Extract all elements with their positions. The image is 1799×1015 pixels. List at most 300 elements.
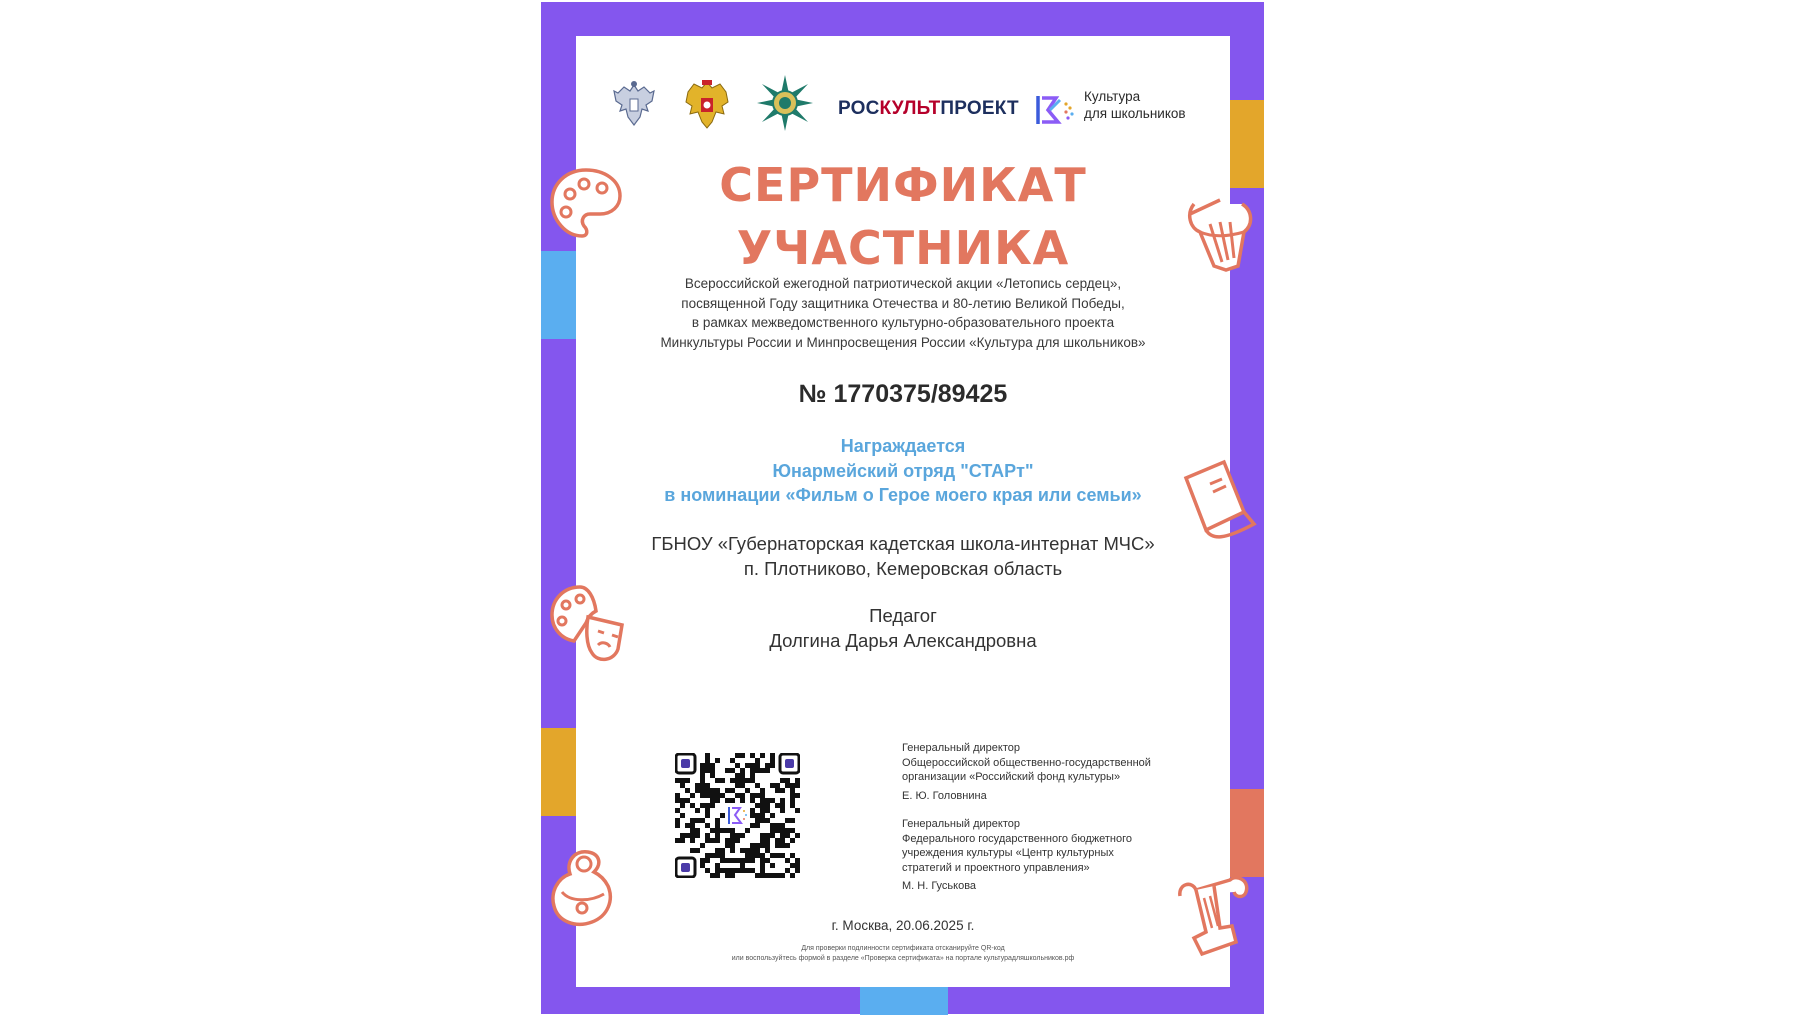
qr-module: [675, 823, 680, 828]
signatory-position: организации «Российский фонд культуры»: [902, 771, 1121, 783]
teacher-name: Долгина Дарья Александровна: [769, 630, 1037, 651]
qr-module: [705, 858, 710, 863]
certificate-paper: [576, 36, 1230, 987]
qr-module: [730, 798, 735, 803]
qr-module: [735, 793, 740, 798]
qr-module: [750, 858, 755, 863]
qr-module: [785, 828, 790, 833]
qr-module: [750, 848, 755, 853]
qr-module: [780, 873, 785, 878]
title-line1: СЕРТИФИКАТ: [719, 158, 1087, 212]
qr-module: [700, 863, 705, 868]
roskultproekt-part1: РОС: [838, 98, 880, 119]
qr-module: [705, 768, 710, 773]
verification-line: или воспользуйтесь формой в разделе «Проверка сертификата» на портале культурадляшкольников.рф: [731, 955, 1075, 962]
qr-module: [790, 783, 795, 788]
qr-module: [715, 833, 720, 838]
qr-module: [740, 773, 745, 778]
qr-module: [750, 843, 755, 848]
frame-accent-yellow-right: [1230, 100, 1264, 188]
qr-module: [740, 798, 745, 803]
qr-module: [760, 768, 765, 773]
qr-module: [700, 793, 705, 798]
qr-module: [765, 803, 770, 808]
qr-module: [760, 818, 765, 823]
qr-module: [690, 818, 695, 823]
qr-module: [715, 873, 720, 878]
qr-module: [740, 783, 745, 788]
qr-module: [750, 773, 755, 778]
qr-module: [680, 833, 685, 838]
frame-accent-blue-left: [541, 251, 576, 339]
ministry-eagle-emblem-icon: [610, 79, 658, 129]
qr-module: [700, 818, 705, 823]
qr-module: [760, 793, 765, 798]
qr-module: [770, 753, 775, 758]
qr-module: [705, 868, 710, 873]
qr-module: [710, 838, 715, 843]
certificate-title: [576, 154, 1230, 280]
qr-module: [705, 763, 710, 768]
qr-module: [770, 763, 775, 768]
qr-module: [680, 813, 685, 818]
signatory-position: Генеральный директор: [902, 818, 1020, 830]
qr-module: [720, 853, 725, 858]
qr-module: [710, 773, 715, 778]
qr-module: [710, 803, 715, 808]
qr-module: [795, 858, 800, 863]
verification-qr-code[interactable]: [675, 753, 800, 878]
qr-module: [725, 858, 730, 863]
qr-module: [745, 778, 750, 783]
qr-module: [690, 828, 695, 833]
qr-module: [770, 798, 775, 803]
qr-module: [730, 833, 735, 838]
kds-logo-icon: [1034, 92, 1078, 128]
qr-module: [675, 798, 680, 803]
qr-module: [695, 788, 700, 793]
state-emblem-icon: [682, 78, 732, 130]
qr-module: [680, 803, 685, 808]
signatory-position: стратегий и проектного управления»: [902, 861, 1090, 874]
qr-module: [790, 863, 795, 868]
qr-module: [710, 788, 715, 793]
intro-line: Минкультуры России и Минпросвещения России «Культура для школьников»: [660, 334, 1146, 350]
qr-module: [780, 803, 785, 808]
qr-module: [685, 788, 690, 793]
qr-module: [730, 843, 735, 848]
qr-module: [745, 848, 750, 853]
qr-module: [735, 838, 740, 843]
qr-module: [740, 858, 745, 863]
qr-module: [750, 778, 755, 783]
qr-module: [715, 758, 720, 763]
qr-module: [760, 868, 765, 873]
qr-module: [770, 823, 775, 828]
qr-module: [700, 803, 705, 808]
qr-module: [740, 753, 745, 758]
qr-module: [675, 808, 680, 813]
column-icon: [1174, 876, 1258, 960]
qr-module: [785, 818, 790, 823]
qr-module: [770, 863, 775, 868]
qr-module: [680, 838, 685, 843]
qr-module: [680, 798, 685, 803]
signatory-position: Федерального государственного бюджетного: [902, 832, 1133, 845]
qr-module: [755, 813, 760, 818]
qr-module: [795, 793, 800, 798]
qr-module: [725, 873, 730, 878]
qr-module: [785, 783, 790, 788]
qr-module: [715, 793, 720, 798]
qr-module: [770, 813, 775, 818]
qr-module: [760, 853, 765, 858]
award-block: [576, 434, 1230, 508]
qr-module: [760, 798, 765, 803]
qr-module: [725, 838, 730, 843]
qr-module: [730, 828, 735, 833]
qr-module: [750, 853, 755, 858]
qr-module: [715, 848, 720, 853]
qr-module: [695, 818, 700, 823]
signatory-2: [902, 817, 1202, 894]
qr-module: [735, 763, 740, 768]
qr-module: [715, 788, 720, 793]
qr-module: [745, 858, 750, 863]
qr-module: [750, 793, 755, 798]
qr-module: [775, 843, 780, 848]
qr-module: [710, 793, 715, 798]
qr-module: [700, 843, 705, 848]
qr-module: [715, 838, 720, 843]
qr-module: [790, 788, 795, 793]
qr-module: [740, 848, 745, 853]
qr-module: [775, 828, 780, 833]
qr-module: [755, 783, 760, 788]
qr-module: [765, 818, 770, 823]
theatre-masks-icon: [548, 583, 630, 665]
qr-module: [770, 783, 775, 788]
qr-module: [790, 853, 795, 858]
qr-module: [795, 778, 800, 783]
qr-module: [795, 833, 800, 838]
qr-module: [795, 863, 800, 868]
award-heading: Награждается: [840, 436, 966, 456]
qr-module: [710, 853, 715, 858]
book-icon: [1180, 458, 1262, 544]
qr-module: [740, 868, 745, 873]
signatory-position: Общероссийской общественно-государственной: [902, 756, 1151, 769]
qr-module: [675, 778, 680, 783]
qr-module: [690, 793, 695, 798]
qr-module: [780, 843, 785, 848]
qr-module: [730, 873, 735, 878]
qr-module: [760, 833, 765, 838]
qr-module: [675, 818, 680, 823]
qr-module: [790, 798, 795, 803]
qr-module: [730, 868, 735, 873]
qr-module: [780, 798, 785, 803]
qr-module: [765, 858, 770, 863]
qr-module: [685, 823, 690, 828]
qr-module: [730, 838, 735, 843]
qr-module: [705, 803, 710, 808]
qr-module: [765, 833, 770, 838]
qr-module: [720, 828, 725, 833]
qr-module: [770, 853, 775, 858]
qr-module: [690, 803, 695, 808]
qr-module: [700, 768, 705, 773]
award-recipient: Юнармейский отряд "СТАРт": [772, 460, 1034, 481]
qr-module: [715, 823, 720, 828]
qr-module: [680, 778, 685, 783]
qr-module: [780, 838, 785, 843]
qr-module: [705, 833, 710, 838]
qr-module: [790, 803, 795, 808]
roskultproekt-logo: [838, 98, 1019, 120]
qr-module: [785, 843, 790, 848]
qr-module: [695, 848, 700, 853]
award-nomination: в номинации «Фильм о Герое моего края или семьи»: [664, 485, 1142, 505]
qr-module: [745, 868, 750, 873]
qr-module: [725, 843, 730, 848]
qr-module: [755, 823, 760, 828]
certificate-number: № 1770375/89425: [798, 380, 1008, 408]
qr-module: [755, 848, 760, 853]
qr-module: [695, 808, 700, 813]
qr-module: [690, 823, 695, 828]
culture-foundation-emblem-icon: [756, 74, 814, 132]
intro-line: посвященной Году защитника Отечества и 80-летию Великой Победы,: [681, 295, 1125, 311]
qr-module: [775, 788, 780, 793]
organization-block: [576, 531, 1230, 581]
qr-module: [730, 848, 735, 853]
qr-module: [745, 788, 750, 793]
verification-note: [576, 944, 1230, 964]
qr-module: [745, 853, 750, 858]
qr-module: [795, 783, 800, 788]
qr-module: [720, 848, 725, 853]
qr-module: [750, 753, 755, 758]
qr-module: [705, 788, 710, 793]
qr-module: [780, 833, 785, 838]
qr-module: [705, 758, 710, 763]
qr-module: [755, 803, 760, 808]
qr-module: [765, 798, 770, 803]
qr-module: [735, 778, 740, 783]
certificate-intro: [576, 274, 1230, 352]
qr-module: [780, 778, 785, 783]
qr-module: [770, 828, 775, 833]
qr-module: [750, 808, 755, 813]
qr-module: [750, 868, 755, 873]
roskultproekt-part2: КУЛЬТ: [879, 98, 941, 119]
qr-module: [760, 863, 765, 868]
organization-location: п. Плотниково, Кемеровская область: [743, 558, 1063, 579]
qr-module: [735, 868, 740, 873]
qr-module: [795, 808, 800, 813]
qr-module: [765, 843, 770, 848]
qr-module: [775, 783, 780, 788]
qr-module: [750, 823, 755, 828]
qr-module: [775, 838, 780, 843]
qr-module: [790, 838, 795, 843]
qr-module: [790, 828, 795, 833]
qr-module: [795, 868, 800, 873]
qr-module: [715, 798, 720, 803]
qr-module: [790, 873, 795, 878]
qr-module: [700, 783, 705, 788]
qr-module: [785, 778, 790, 783]
qr-module: [700, 778, 705, 783]
qr-module: [720, 868, 725, 873]
qr-module: [785, 868, 790, 873]
qr-module: [750, 768, 755, 773]
qr-module: [710, 768, 715, 773]
signatory-name: Е. Ю. Головнина: [902, 789, 987, 802]
qr-module: [740, 833, 745, 838]
qr-module: [760, 753, 765, 758]
qr-module: [700, 858, 705, 863]
signatory-1: [902, 741, 1202, 803]
qr-module: [705, 753, 710, 758]
qr-module: [700, 773, 705, 778]
qr-module: [760, 843, 765, 848]
qr-module: [700, 763, 705, 768]
qr-module: [765, 873, 770, 878]
qr-module: [680, 783, 685, 788]
qr-module: [725, 798, 730, 803]
qr-module: [705, 853, 710, 858]
qr-module: [675, 838, 680, 843]
qr-module: [790, 793, 795, 798]
qr-module: [755, 793, 760, 798]
program-logo-line1: Культура: [1084, 89, 1141, 104]
qr-module: [725, 768, 730, 773]
qr-module: [685, 778, 690, 783]
qr-module: [705, 813, 710, 818]
signatories: [902, 741, 1202, 904]
qr-module: [780, 823, 785, 828]
qr-module: [775, 803, 780, 808]
qr-module: [760, 803, 765, 808]
qr-module: [760, 808, 765, 813]
qr-module: [760, 788, 765, 793]
qr-module: [730, 778, 735, 783]
qr-module: [735, 773, 740, 778]
qr-module: [755, 853, 760, 858]
qr-module: [690, 848, 695, 853]
qr-module: [755, 763, 760, 768]
verification-line: Для проверки подлинности сертификата отсканируйте QR-код: [801, 945, 1005, 952]
qr-module: [760, 838, 765, 843]
qr-module: [770, 833, 775, 838]
qr-module: [770, 758, 775, 763]
qr-module: [725, 788, 730, 793]
palette-icon: [548, 166, 624, 242]
qr-module: [755, 818, 760, 823]
lyre-icon: [1180, 194, 1260, 276]
frame-accent-blue-bottom: [860, 987, 948, 1015]
qr-module: [695, 828, 700, 833]
teacher-label: Педагог: [869, 605, 937, 626]
qr-module: [755, 843, 760, 848]
qr-module: [775, 873, 780, 878]
qr-module: [720, 813, 725, 818]
teacher-block: [576, 603, 1230, 653]
qr-module: [705, 808, 710, 813]
qr-module: [765, 808, 770, 813]
qr-module: [715, 868, 720, 873]
program-logo-text: [1084, 88, 1186, 122]
qr-module: [710, 798, 715, 803]
qr-module: [755, 873, 760, 878]
qr-module: [725, 828, 730, 833]
qr-module: [735, 858, 740, 863]
qr-module: [735, 783, 740, 788]
qr-module: [785, 833, 790, 838]
program-logo-line2: для школьников: [1084, 106, 1186, 121]
signatory-position: учреждения культуры «Центр культурных: [902, 847, 1114, 859]
qr-module: [760, 858, 765, 863]
qr-module: [685, 833, 690, 838]
qr-module: [715, 778, 720, 783]
qr-module: [690, 838, 695, 843]
signatory-name: М. Н. Гуськова: [902, 880, 977, 892]
qr-module: [720, 778, 725, 783]
intro-line: в рамках межведомственного культурно-образовательного проекта: [691, 315, 1115, 330]
qr-module: [780, 828, 785, 833]
qr-module: [740, 863, 745, 868]
qr-module: [750, 763, 755, 768]
qr-module: [715, 853, 720, 858]
qr-module: [720, 858, 725, 863]
qr-module: [745, 828, 750, 833]
qr-module: [675, 793, 680, 798]
qr-module: [780, 808, 785, 813]
qr-module: [775, 823, 780, 828]
qr-module: [760, 873, 765, 878]
intro-line: Всероссийской ежегодной патриотической акции «Летопись сердец»,: [684, 276, 1122, 291]
qr-module: [715, 863, 720, 868]
qr-module: [740, 778, 745, 783]
qr-module: [730, 768, 735, 773]
qr-module: [755, 768, 760, 773]
qr-module: [765, 768, 770, 773]
qr-module: [730, 788, 735, 793]
qr-module: [715, 818, 720, 823]
qr-module: [710, 828, 715, 833]
qr-module: [685, 798, 690, 803]
qr-module: [755, 758, 760, 763]
title-line2: УЧАСТНИКА: [736, 221, 1070, 275]
roskultproekt-part3: ПРОЕКТ: [940, 98, 1019, 119]
qr-module: [740, 793, 745, 798]
organization-name: ГБНОУ «Губернаторская кадетская школа-интернат МЧС»: [651, 533, 1155, 554]
logos-row: [576, 56, 1230, 126]
qr-module: [730, 758, 735, 763]
qr-module: [710, 873, 715, 878]
qr-module: [750, 798, 755, 803]
qr-module: [705, 823, 710, 828]
frame-accent-yellow-left: [541, 728, 576, 816]
qr-module: [765, 848, 770, 853]
qr-module: [690, 833, 695, 838]
frame-accent-orange-right: [1230, 789, 1264, 877]
qr-module: [780, 853, 785, 858]
qr-module: [775, 853, 780, 858]
qr-module: [760, 813, 765, 818]
